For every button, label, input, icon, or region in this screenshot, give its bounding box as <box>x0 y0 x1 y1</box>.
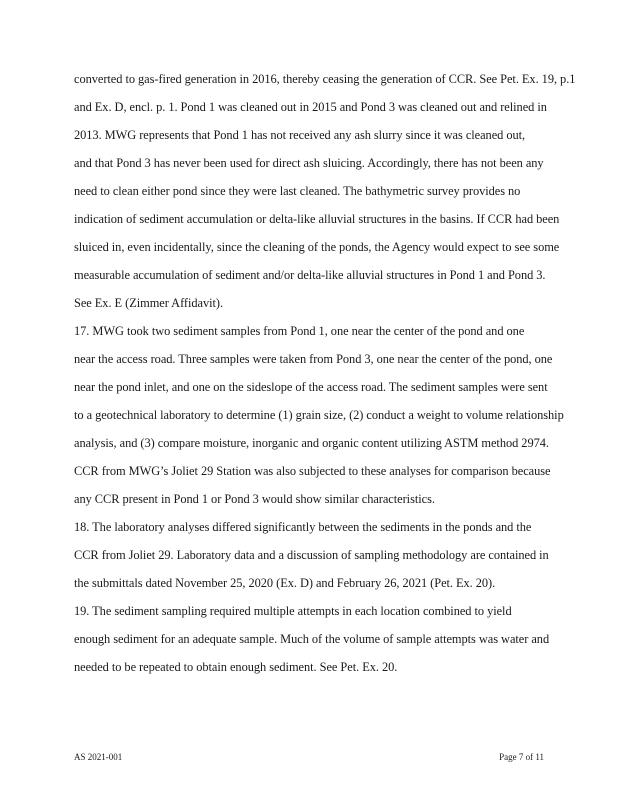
body-line: near the access road. Three samples were taken from Pond 3, one near the center of the pond, one <box>74 352 553 366</box>
body-line: to a geotechnical laboratory to determine (1) grain size, (2) conduct a weight to volume relationship <box>74 408 564 422</box>
body-line: any CCR present in Pond 1 or Pond 3 would show similar characteristics. <box>74 492 435 506</box>
paragraph-19-line: 19. The sediment sampling required multiple attempts in each location combined to yield <box>74 604 512 618</box>
body-line: CCR from MWG’s Joliet 29 Station was also subjected to these analyses for comparison because <box>74 464 551 478</box>
body-line: needed to be repeated to obtain enough sediment. See Pet. Ex. 20. <box>74 660 398 674</box>
footer-page-number: Page 7 of 11 <box>499 752 544 762</box>
body-line: the submittals dated November 25, 2020 (Ex. D) and February 26, 2021 (Pet. Ex. 20). <box>74 576 496 590</box>
body-line: near the pond inlet, and one on the sideslope of the access road. The sediment samples were sent <box>74 380 548 394</box>
paragraph-18-line: 18. The laboratory analyses differed significantly between the sediments in the ponds and the <box>74 520 532 534</box>
body-line: and Ex. D, encl. p. 1. Pond 1 was cleaned out in 2015 and Pond 3 was cleaned out and relined in <box>74 100 547 114</box>
body-line: converted to gas-fired generation in 2016, thereby ceasing the generation of CCR. See Pet. Ex. 19, p.1 <box>74 72 576 86</box>
paragraph-17-line: 17. MWG took two sediment samples from Pond 1, one near the center of the pond and one <box>74 324 525 338</box>
body-line: indication of sediment accumulation or delta-like alluvial structures in the basins. If CCR had been <box>74 212 560 226</box>
body-line: and that Pond 3 has never been used for direct ash sluicing. Accordingly, there has not been any <box>74 156 544 170</box>
body-line: CCR from Joliet 29. Laboratory data and a discussion of sampling methodology are contained in <box>74 548 549 562</box>
body-line: 2013. MWG represents that Pond 1 has not received any ash slurry since it was cleaned out, <box>74 128 526 142</box>
body-line: enough sediment for an adequate sample. Much of the volume of sample attempts was water and <box>74 632 550 646</box>
footer-docket-number: AS 2021-001 <box>74 752 123 762</box>
body-line: analysis, and (3) compare moisture, inorganic and organic content utilizing ASTM method 2974. <box>74 436 549 450</box>
body-line: sluiced in, even incidentally, since the cleaning of the ponds, the Agency would expect to see some <box>74 240 560 254</box>
body-line: See Ex. E (Zimmer Affidavit). <box>74 296 224 310</box>
body-line: need to clean either pond since they were last cleaned. The bathymetric survey provides no <box>74 184 521 198</box>
body-line: measurable accumulation of sediment and/or delta-like alluvial structures in Pond 1 and Pond 3. <box>74 268 546 282</box>
